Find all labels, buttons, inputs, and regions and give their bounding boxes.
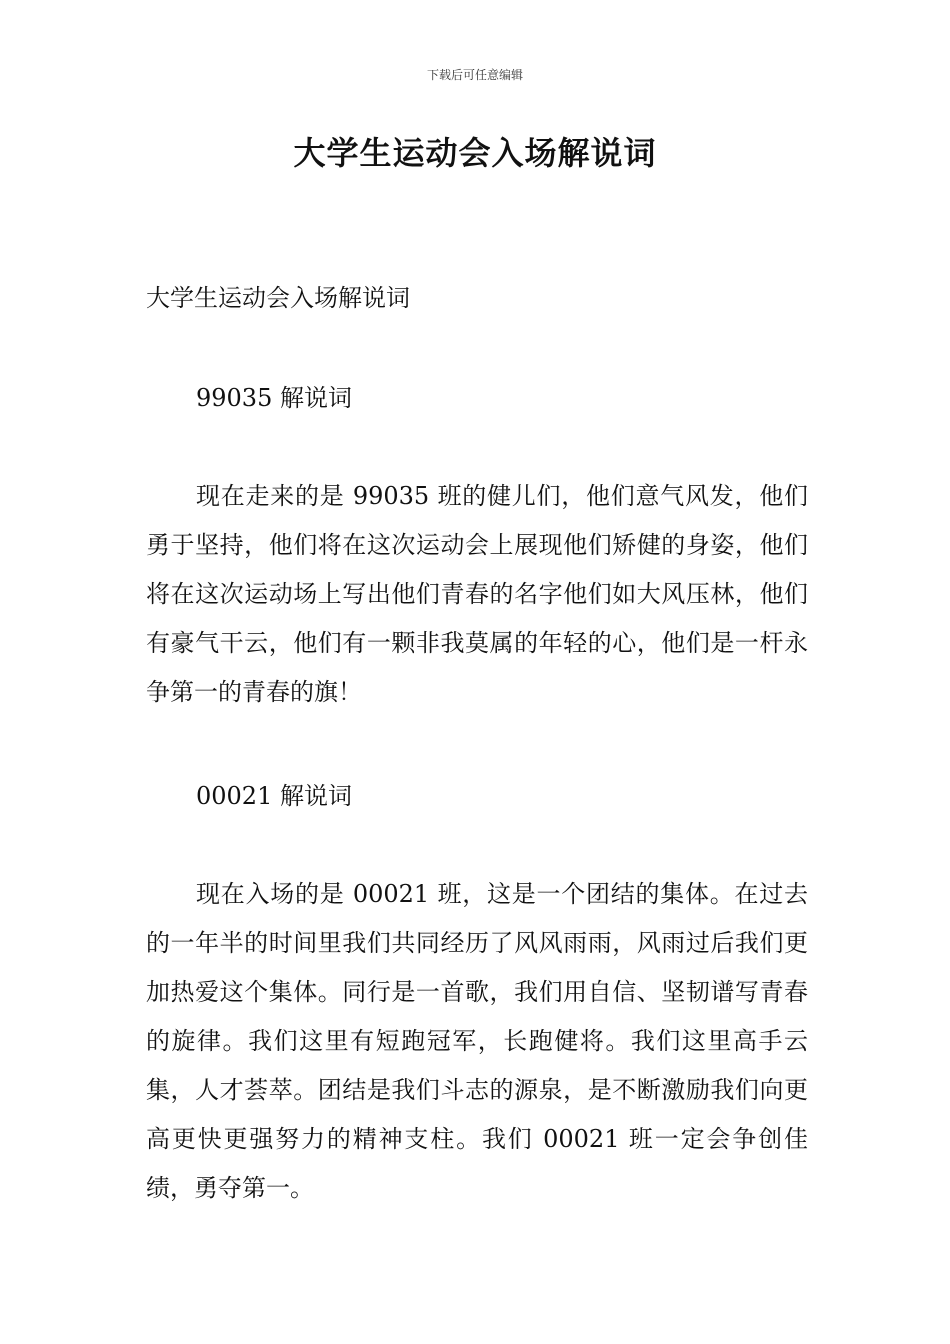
page-header-note: 下载后可任意编辑 xyxy=(426,68,523,82)
section-paragraph-99035: 现在走来的是 99035 班的健儿们，他们意气风发，他们勇于坚持，他们将在这次运动会上展现他们矫健的身姿，他们将在这次运动场上写出他们青春的名字他们如大风压林，他们有豪气干云，他们有一颗非我莫属的年轻的心，他们是一杆永争第一的青春的旗！ xyxy=(146,482,808,706)
section-heading-00021: 00021 解说词 xyxy=(196,782,352,810)
document-subtitle: 大学生运动会入场解说词 xyxy=(146,284,410,312)
section-paragraph-00021: 现在入场的是 00021 班，这是一个团结的集体。在过去的一年半的时间里我们共同经历了风风雨雨，风雨过后我们更加热爱这个集体。同行是一首歌，我们用自信、坚韧谱写青春的旋律。我们这里有短跑冠军，长跑健将。我们这里高手云集，人才荟萃。团结是我们斗志的源泉，是不断激励我们向更高更快更强努力的精神支柱。我们 00021 班一定会争创佳绩，勇夺第一。 xyxy=(146,880,808,1202)
section-heading-99035: 99035 解说词 xyxy=(196,384,352,412)
document-title: 大学生运动会入场解说词 xyxy=(293,134,657,172)
